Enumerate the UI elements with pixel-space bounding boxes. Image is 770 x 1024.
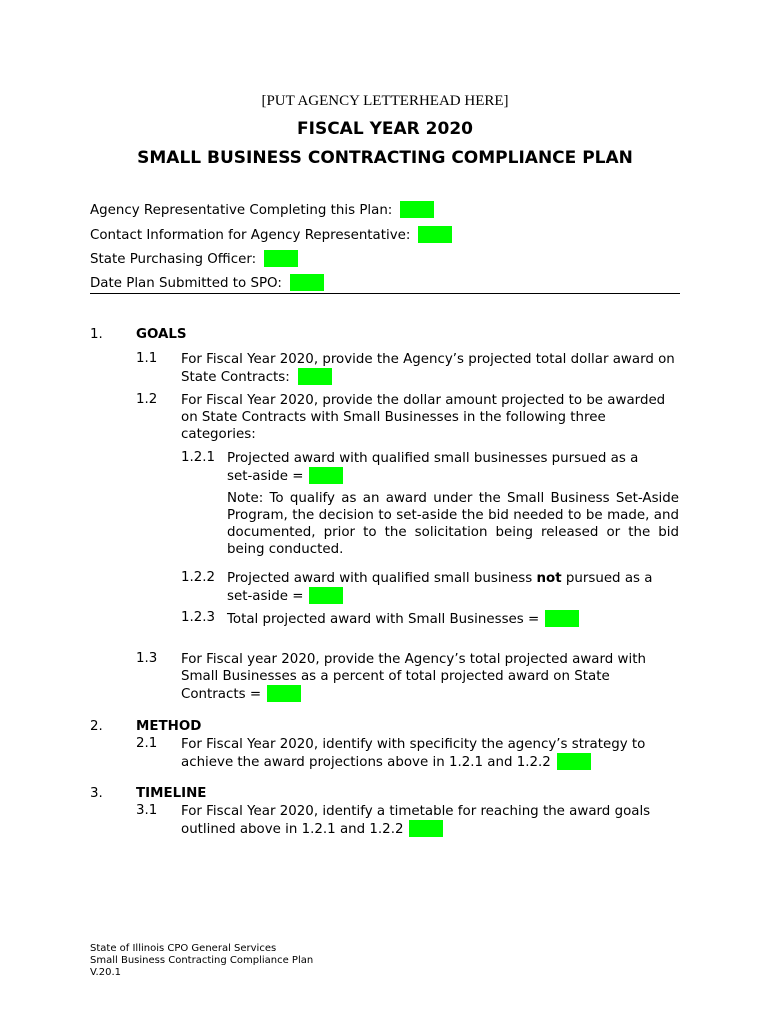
section-number-timeline: 3. [90,786,103,801]
date-submitted-label: Date Plan Submitted to SPO: [90,276,282,291]
item-number: 3.1 [136,803,158,818]
footer-document-name: Small Business Contracting Compliance Plan [90,955,314,966]
spo-label: State Purchasing Officer: [90,252,257,267]
set-aside-award-field[interactable] [309,467,343,484]
spo-row [90,250,298,267]
section-heading-timeline: TIMELINE [136,786,207,801]
item-1-3 [181,651,671,703]
document-subtitle: SMALL BUSINESS CONTRACTING COMPLIANCE PLAN [137,148,633,168]
item-number: 1.2.2 [181,570,216,585]
item-number: 2.1 [136,736,158,751]
section-heading-method: METHOD [136,719,202,734]
date-submitted-field[interactable] [290,274,324,291]
total-small-business-award-field[interactable] [545,610,579,627]
item-1-2-2-emphasis: not [536,571,562,586]
contact-info-row [90,226,452,243]
item-number: 1.2.1 [181,450,216,465]
item-1-2-3 [227,610,667,628]
set-aside-note: Note: To qualify as an award under the Small Business Set-Aside Program, the decision to set-aside the bid needed to be made, and documented, prior to the solicitation being released or the bid being conducted. [227,491,679,557]
item-1-3-text: For Fiscal year 2020, provide the Agency’s total projected award with Small Businesses as a percent of total projected award on State Contracts = [181,652,646,702]
item-1-2-2-text-before: Projected award with qualified small business [227,571,537,586]
item-number: 1.3 [136,651,158,666]
item-1-2-1 [227,450,662,485]
agency-representative-label: Agency Representative Completing this Plan: [90,203,393,218]
timetable-field[interactable] [409,820,443,837]
footer-version: V.20.1 [90,967,121,978]
item-1-2-text: For Fiscal Year 2020, provide the dollar amount projected to be awarded on State Contracts with Small Businesses in the following three categories: [181,393,666,442]
section-number-method: 2. [90,719,103,734]
item-1-1-text: For Fiscal Year 2020, provide the Agency’s projected total dollar award on State Contracts: [181,352,675,385]
section-heading-goals: GOALS [136,327,187,342]
item-1-2-3-text: Total projected award with Small Businesses = [227,612,540,627]
document-title: FISCAL YEAR 2020 [297,119,473,139]
item-2-1 [181,736,676,771]
item-1-2-2 [227,570,677,605]
projected-total-award-field[interactable] [298,368,332,385]
item-3-1 [181,803,676,838]
strategy-field[interactable] [557,753,591,770]
item-2-1-text: For Fiscal Year 2020, identify with specificity the agency’s strategy to achieve the award projections above in 1.2.1 and 1.2.2 [181,737,646,770]
item-1-2-2-text-after: pursued as a set-aside = [227,571,653,604]
agency-representative-field[interactable] [400,201,434,218]
item-1-2-1-text: Projected award with qualified small businesses pursued as a set-aside = [227,451,639,484]
item-1-1 [181,351,681,386]
header-divider [90,293,680,294]
item-3-1-text: For Fiscal Year 2020, identify a timetable for reaching the award goals outlined above in 1.2.1 and 1.2.2 [181,804,651,837]
page-footer [90,943,313,979]
contact-info-label: Contact Information for Agency Representative: [90,228,411,243]
footer-organization: State of Illinois CPO General Services [90,943,277,954]
agency-representative-row [90,201,434,218]
item-number: 1.2 [136,392,158,407]
date-submitted-row [90,274,324,291]
section-number-goals: 1. [90,327,103,342]
percent-award-field[interactable] [267,685,301,702]
letterhead-placeholder: [PUT AGENCY LETTERHEAD HERE] [261,93,509,109]
spo-field[interactable] [264,250,298,267]
item-number: 1.2.3 [181,610,216,625]
non-set-aside-award-field[interactable] [309,587,343,604]
item-number: 1.1 [136,351,158,366]
contact-info-field[interactable] [418,226,452,243]
